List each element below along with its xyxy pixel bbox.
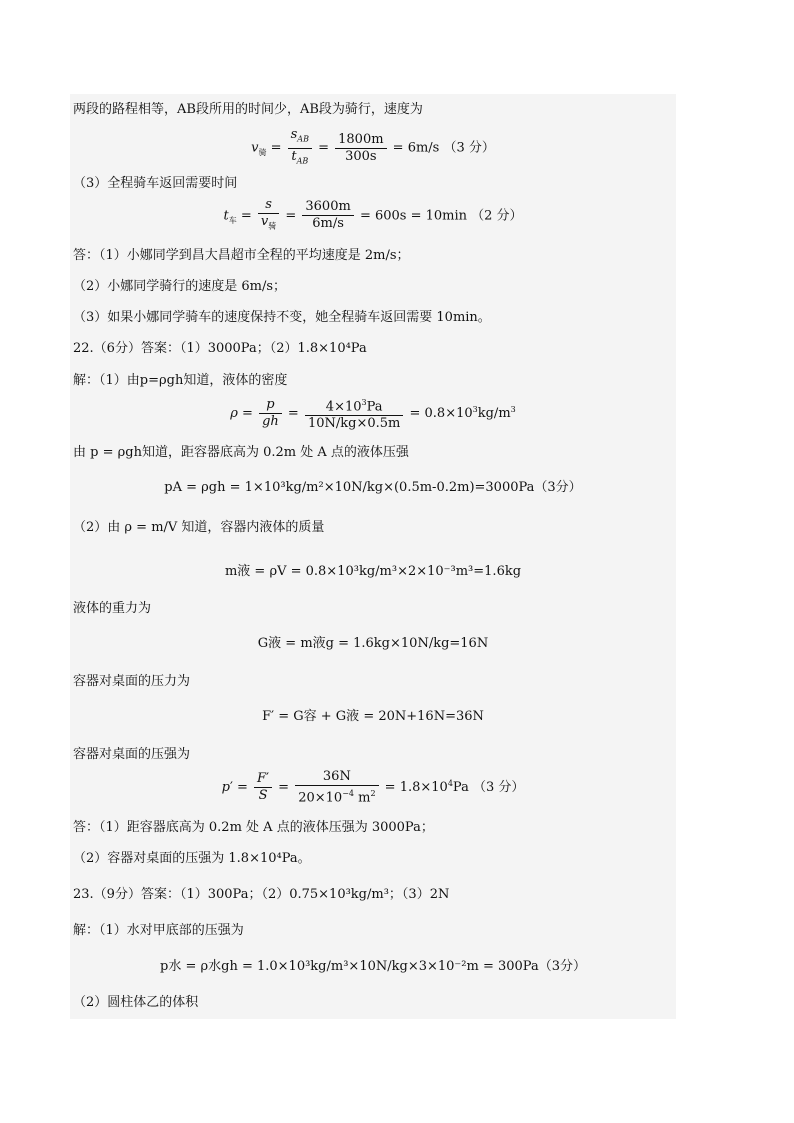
text-line-8: 22.（6分）答案：（1）3000Pa；（2）1.8×10⁴Pa xyxy=(73,341,367,356)
equation-water-pressure: p水 = ρ水gh = 1.0×10³kg/m³×10N/kg×3×10⁻²m = 300Pa（3分） xyxy=(160,959,586,974)
equation-riding-speed: $v_骑$ = $\frac{s_{AB}}{t_{AB}}$ = $\frac{1800m}{300s}$ = 6m/s （3 分） xyxy=(251,127,495,166)
equation-pressure-a: pA = ρgh = 1×10³kg/m²×10N/kg×(0.5m-0.2m)=3000Pa（3分） xyxy=(164,480,582,495)
equation-return-time: $t_车$ = $\frac{s}{v_骑}$ = $\frac{3600m}{6m/s}$ = 600s = 10min （2 分） xyxy=(223,197,523,232)
text-line-13: （2）由 ρ = m/V 知道，容器内液体的质量 xyxy=(73,520,325,535)
text-line-5: 答：（1）小娜同学到昌大昌超市全程的平均速度是 2m/s； xyxy=(73,248,410,263)
text-line-3: （3）全程骑车返回需要时间 xyxy=(73,176,238,191)
text-line-6: （2）小娜同学骑行的速度是 6m/s； xyxy=(73,279,287,294)
text-line-26: （2）圆柱体乙的体积 xyxy=(73,995,199,1010)
text-line-9: 解：（1）由p=ρgh知道，液体的密度 xyxy=(73,373,288,388)
equation-liquid-mass: m液 = ρV = 0.8×10³kg/m³×2×10⁻³m³=1.6kg xyxy=(224,564,522,579)
equation-liquid-weight: G液 = m液g = 1.6kg×10N/kg=16N xyxy=(257,636,489,651)
text-line-22: （2）容器对桌面的压强为 1.8×10⁴Pa。 xyxy=(73,851,311,866)
text-line-11: 由 p = ρgh知道，距容器底高为 0.2m 处 A 点的液体压强 xyxy=(73,445,409,460)
text-line-19: 容器对桌面的压强为 xyxy=(73,747,191,762)
text-line-15: 液体的重力为 xyxy=(73,601,152,616)
text-line-23: 23.（9分）答案：（1）300Pa；（2）0.75×10³kg/m³；（3）2N xyxy=(73,887,450,902)
equation-pressure-force: F′ = G容 + G液 = 20N+16N=36N xyxy=(262,709,484,724)
equation-liquid-density: ρ = $\frac{p}{gh}$ = $\frac{4\times 10^3Pa}{10N/kg\times 0.5m}$ = $0.8\times 10^3kg/m^3$ xyxy=(70,395,676,437)
text-line-17: 容器对桌面的压力为 xyxy=(73,674,191,689)
text-line-1: 两段的路程相等，AB段所用的时间少，AB段为骑行，速度为 xyxy=(73,102,423,117)
text-line-21: 答：（1）距容器底高为 0.2m 处 A 点的液体压强为 3000Pa； xyxy=(73,820,434,835)
document-page xyxy=(70,94,676,1019)
text-line-24: 解：（1）水对甲底部的压强为 xyxy=(73,923,244,938)
text-line-7: （3）如果小娜同学骑车的速度保持不变，她全程骑车返回需要 10min。 xyxy=(73,310,491,325)
equation-table-pressure: p′ = $\frac{F'}{S}$ = $\frac{36N}{20\times 10^{-4} m^2}$ = $1.8\times 10^4Pa$ （3 分） xyxy=(221,769,525,806)
